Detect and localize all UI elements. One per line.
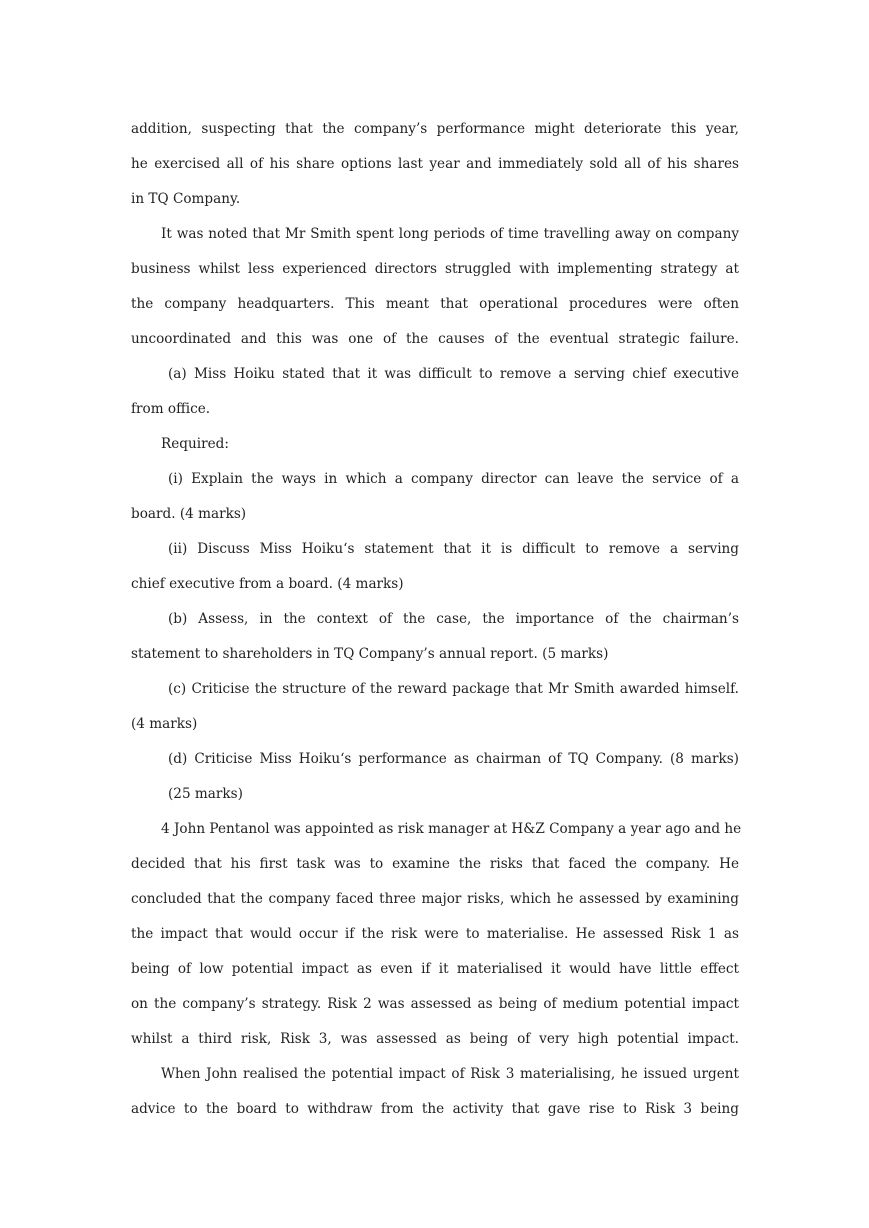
text-line: board. (4 marks) [131,506,247,522]
total-marks: (25 marks) [168,786,243,802]
question-a-i-line: (i) Explain the ways in which a company director can leave the service of a [168,471,739,487]
text-line: addition, suspecting that the company’s performance might deteriorate this year, [131,121,739,137]
text-line: he exercised all of his share options last year and immediately sold all of his shares [131,156,739,172]
document-page [131,112,742,1127]
question-4-start-line: 4 John Pentanol was appointed as risk manager at H&Z Company a year ago and he [161,821,742,837]
text-line: business whilst less experienced directors struggled with implementing strategy at [131,261,739,277]
text-line: statement to shareholders in TQ Company’s annual report. (5 marks) [131,646,609,662]
text-line: uncoordinated and this was one of the causes of the eventual strategic failure. [131,331,739,347]
text-line: being of low potential impact as even if it materialised it would have little effect [131,961,739,977]
question-c-line: (c) Criticise the structure of the reward package that Mr Smith awarded himself. [168,681,739,697]
text-line: advice to the board to withdraw from the activity that gave rise to Risk 3 being [131,1101,739,1117]
question-b-line: (b) Assess, in the context of the case, the importance of the chairman’s [168,611,739,627]
text-line: in TQ Company. [131,191,241,207]
paragraph-start-line: It was noted that Mr Smith spent long periods of time travelling away on company [161,226,739,242]
question-d-line: (d) Criticise Miss Hoiku‘s performance as chairman of TQ Company. (8 marks) [168,751,739,767]
required-heading: Required: [161,436,229,452]
paragraph-start-line: When John realised the potential impact of Risk 3 materialising, he issued urgent [161,1066,739,1082]
text-line: on the company’s strategy. Risk 2 was assessed as being of medium potential impact [131,996,739,1012]
text-line: whilst a third risk, Risk 3, was assessed as being of very high potential impact. [131,1031,739,1047]
text-line: concluded that the company faced three major risks, which he assessed by examining [131,891,739,907]
text-line: chief executive from a board. (4 marks) [131,576,404,592]
text-line: decided that his first task was to examine the risks that faced the company. He [131,856,739,872]
text-line: the company headquarters. This meant that operational procedures were often [131,296,739,312]
text-line: from office. [131,401,211,417]
text-line: the impact that would occur if the risk were to materialise. He assessed Risk 1 as [131,926,739,942]
text-line: (4 marks) [131,716,198,732]
question-a-ii-line: (ii) Discuss Miss Hoiku‘s statement that it is difficult to remove a serving [168,541,739,557]
question-a-line: (a) Miss Hoiku stated that it was difficult to remove a serving chief executive [168,366,739,382]
